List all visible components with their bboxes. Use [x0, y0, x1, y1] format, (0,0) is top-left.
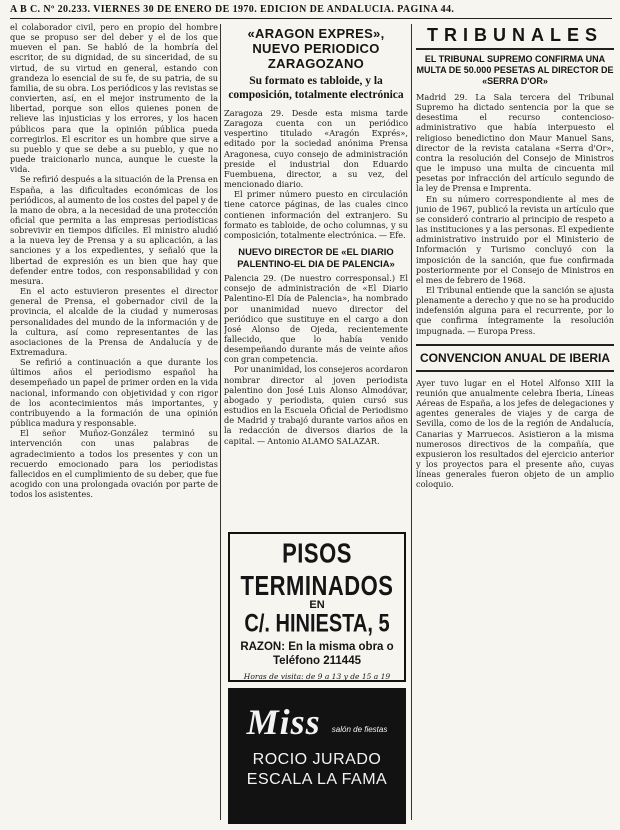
iberia-paragraph-1: Ayer tuvo lugar en el Hotel Alfonso XIII la reunión que anualmente celebra Iberia, Líneas Aéreas de España, a los jefes de delegaciones y agentes generales de viajes y de carga de Sevilla, como de los de la región de Andalucía, Canarias y Marruecos. Asistieron a la misma numerosos directivos de la compañía, que expusieron los resultados del ejercicio anterior y los proyectos para el presente año, cuyas líneas generales fueron objeto de un amplio coloquio.	[416, 377, 614, 490]
column-right	[416, 22, 614, 824]
supremo-paragraph-1: Madrid 29. La Sala tercera del Tribunal Supremo ha dictado sentencia por la que se desestima el recurso contencioso-administrativo que había interpuesto el religioso benedictino don Maur Manuel Sans, director de la revista catalana «Serra d'Or», contra la resolución del Consejo de Ministros que le impuso una multa de cincuenta mil pesetas por infracción del artículo segundo de la ley de Prensa e Imprenta.	[416, 92, 614, 194]
advertisement-miss	[228, 688, 406, 824]
col1-paragraph-1: el colaborador civil, pero en propio del hombre que se propuso ser del deber y el de los que mueven el pan. Se habló de la hombría del escritor, de su dignidad, de su sinceridad, de su virtud, de su virtud en general, estando con grandeza lo esencial de su fe, de su patria, de su familia, de su obra. Los periódicos y las revistas se convierten, así, en el mejor instrumento de la libertad, porque son ellos quienes ponen de relieve las injusticias y los errores, y los hacen públicos para que la opinión pública pueda corregirlos. El escritor es un hombre que sirve a su pueblo y que se debe a su pueblo, y que no puede traicionarlo nunca, aunque le cueste la vida.	[10, 22, 218, 175]
ad-miss-brand-sub: salón de fiestas	[331, 725, 388, 734]
aragon-expres-paragraph-2: El primer número puesto en circulación tiene catorce páginas, de las cuales cinco contienen información del extranjero. Su formato es tabloide, de ocho columnas, y su composición, totalmente electrónica. — Efe.	[224, 189, 408, 240]
ad-pisos-title: PISOS TERMINADOS	[240, 537, 394, 602]
aragon-expres-paragraph-1: Zaragoza 29. Desde esta misma tarde Zaragoza cuenta con un periódico vespertino titulado «Aragón Exprés», editado por la sociedad anónima Prensa Aragonesa, cuyo consejo de administración preside el industrial don Eduardo Fuembuena, director, a su vez, del mencionado diario.	[224, 108, 408, 190]
column-rule-1	[220, 24, 221, 820]
col1-paragraph-3: En el acto estuvieron presentes el director general de Prensa, el gobernador civil de la provincia, el alcalde de la ciudad y numerosas personalidades del mundo de la información y de la cultura, así como representantes de las asociaciones de la Prensa de Andalucía y de Extremadura.	[10, 286, 218, 357]
ad-pisos-street: C/. HINIESTA, 5	[244, 610, 390, 638]
supremo-paragraph-3: El Tribunal entiende que la sanción se ajusta plenamente a derecho y que no se ha producido indefensión alguna para el recurrente, por lo que confirma íntegramente la resolución impugnada. — Europa Press.	[416, 284, 614, 336]
page-folio: A B C. Nº 20.233. VIERNES 30 DE ENERO DE 1970. EDICION DE ANDALUCIA. PAGINA 44.	[10, 2, 612, 19]
ad-miss-venue: ESCALA LA FAMA	[246, 771, 388, 788]
advertisement-pisos	[228, 532, 406, 682]
column-rule-2	[411, 24, 412, 820]
aragon-expres-headline: «ARAGON EXPRES», NUEVO PERIODICO ZARAGOZANO	[247, 26, 385, 71]
ad-pisos-contact: RAZON: En la misma obra o Teléfono 211445	[240, 641, 394, 667]
palencia-paragraph-1: Palencia 29. (De nuestro corresponsal.) El consejo de administración de «El Diario Palentino-El Día de Palencia», ha nombrado por unanimidad nuevo director del periódico que sustituye en el cargo a don José Alonso de Ojeda, recientemente fallecido, que lo había venido desempeñando durante más de veinte años con gran competencia.	[224, 273, 408, 365]
palencia-paragraph-2: Por unanimidad, los consejeros acordaron nombrar director al joven periodista palentino don José Luis Alonso Almodóvar, abogado y periodista, quien cursó sus estudios en la Escuela Oficial de Periodismo de Madrid y trabajó durante varios años en la redacción de diversos diarios de la capital. — Antonio ALAMO SALAZAR.	[224, 364, 408, 446]
col1-paragraph-5: El señor Muñoz-González terminó su intervención con unas palabras de agradecimiento a todos los presentes y con un recuerdo emocionado para los periodistas fallecidos en el cumplimiento de su deber, que fue acogido con una prolongada ovación por parte de todos los asistentes.	[10, 428, 218, 500]
column-left	[10, 22, 218, 824]
supremo-headline: EL TRIBUNAL SUPREMO CONFIRMA UNA MULTA DE 50.000 PESETAS AL DIRECTOR DE «SERRA D'OR»	[416, 54, 614, 86]
iberia-headline: CONVENCION ANUAL DE IBERIA	[416, 344, 614, 372]
ad-pisos-prep: EN	[309, 599, 325, 611]
aragon-expres-subhead: Su formato es tabloide, y la composición, totalmente electrónica	[228, 75, 404, 101]
column-middle	[224, 22, 408, 824]
supremo-paragraph-2: En su número correspondiente al mes de junio de 1967, publicó la revista un artículo que se consideró contrario al principio de respeto a las instituciones y a las personas. El expediente administrativo instruido por el Ministerio de Información y Turismo concluyó con la imposición de la sanción, que fue confirmada posteriormente por el Consejo de Ministros en el mes de febrero de 1968.	[416, 193, 614, 285]
col1-paragraph-2: Se refirió después a la situación de la Prensa en España, a las dificultades económicas de los periódicos, al aumento de los costes del papel y de la mano de obra, a la necesidad de una protección oficial que permita a las empresas periodísticas sobrevivir en tiempos difíciles. El ministro aludió a la nueva ley de Prensa y a su aplicación, a las sanciones y a los expedientes, y señaló que la libertad de expresión es un bien que hay que defender entre todos, con responsabilidad y con mesura.	[10, 174, 218, 286]
ad-miss-brand: Miss	[246, 702, 321, 742]
col1-paragraph-4: Se refirió a continuación a que durante los últimos años el periodismo español ha desempeñado un papel de primer orden en la vida nacional, informando con objetividad y con rigor de los acontecimientos más importantes, y contribuyendo a la formación de una opinión pública madura y responsable.	[10, 357, 218, 429]
section-title-tribunales: TRIBUNALES	[416, 24, 614, 50]
ad-pisos-hours: Horas de visita: de 9 a 13 y de 15 a 19	[243, 672, 391, 681]
ad-miss-artist: ROCIO JURADO	[252, 751, 382, 768]
palencia-headline: NUEVO DIRECTOR DE «EL DIARIO PALENTINO-EL DIA DE PALENCIA»	[237, 246, 395, 269]
